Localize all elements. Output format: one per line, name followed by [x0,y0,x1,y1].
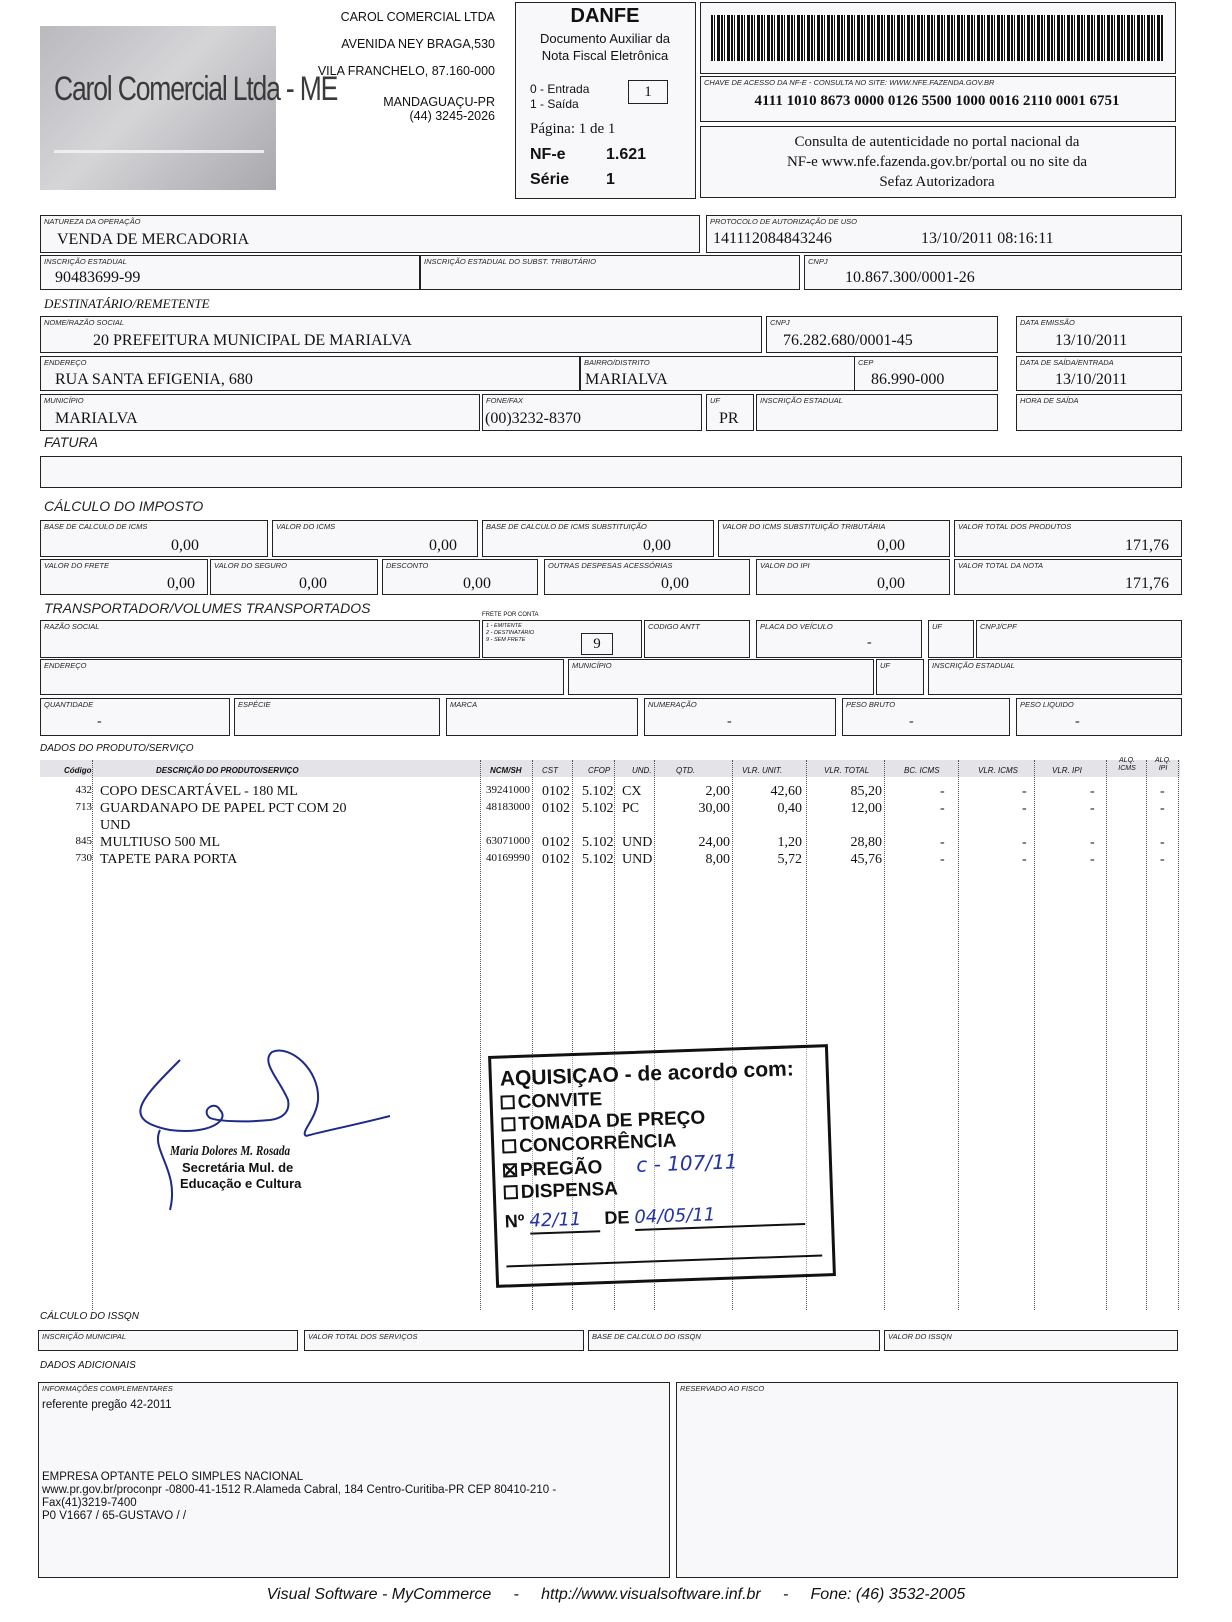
aquisicao-stamp [488,1044,836,1288]
transp-ie-box [928,659,1182,695]
valor-icms-label: VALOR DO ICMS [276,522,336,531]
data-emissao-value: 13/10/2011 [1055,332,1128,349]
base-st-label: BASE DE CALCULO DE ICMS SUBSTITUIÇÃO [486,522,647,531]
info-block [42,1471,556,1523]
cell-vlr-unit: 42,60 [770,784,802,799]
cell-descricao: COPO DESCARTÁVEL - 180 ML [100,784,298,799]
cell-vlr-total: 85,20 [850,784,882,799]
dest-nome-label: NOME/RAZÃO SOCIAL [44,318,125,327]
frete-label: VALOR DO FRETE [44,561,110,570]
consulta-box [700,126,1176,198]
nfe-number: 1.621 [606,146,647,163]
info-line5: P0 V1667 / 65-GUSTAVO / / [42,1510,187,1522]
dest-municipio-box [40,394,480,431]
cell-vlr-ipi: - [1090,835,1095,850]
dest-nome-value: 20 PREFEITURA MUNICIPAL DE MARIALVA [93,332,412,349]
cell-vlr-icms: - [1022,801,1027,816]
cell-und: CX [622,784,642,799]
dest-fone-value: (00)3232-8370 [485,410,581,427]
signature-scribble-icon [120,1040,420,1220]
danfe-box [515,2,696,199]
table-row [0,801,1232,818]
issqn-section: CÁLCULO DO ISSQN [40,1311,139,1322]
cell-ncm: 40169990 [486,852,530,864]
cell-cfop: 5.102 [582,835,614,850]
cell-cst: 0102 [542,801,570,816]
dest-bairro-label: BAIRRO/DISTRITO [584,358,650,367]
dest-cep-value: 86.990-000 [871,371,945,388]
dest-endereco-box [40,356,580,391]
cell-ncm: 63071000 [486,835,530,847]
signature-role2: Educação e Cultura [180,1176,302,1191]
dest-cnpj-label: CNPJ [770,318,790,327]
cell-vlr-icms: - [1022,784,1027,799]
table-row [0,852,1232,869]
natureza-label: NATUREZA DA OPERAÇÃO [44,217,141,226]
cell-vlr-total: 45,76 [850,852,882,867]
transp-uf2-box [876,659,924,695]
data-emissao-label: DATA EMISSÃO [1020,318,1075,327]
protocolo-label: PROTOCOLO DE AUTORIZAÇÃO DE USO [710,217,857,226]
valor-icms-value: 0,00 [429,537,457,554]
desconto-box [382,559,538,595]
total-nota-label: VALOR TOTAL DA NOTA [958,561,1044,570]
desconto-label: DESCONTO [386,561,429,570]
frete-conta-box [482,620,642,658]
transp-endereco-box [40,659,564,695]
transp-uf-label: UF [932,622,942,631]
consulta-line1: Consulta de autenticidade no portal nacional da [794,134,1080,150]
antt-box [644,620,750,658]
hdr-ncm: NCM/SH [490,766,522,775]
info-complementar-box [38,1382,670,1578]
consulta-text [701,132,1173,192]
dest-ie-label: INSCRIÇÃO ESTADUAL [760,396,843,405]
marca-label: MARCA [450,700,478,709]
barcode-box [700,2,1176,74]
total-produtos-label: VALOR TOTAL DOS PRODUTOS [958,522,1072,531]
peso-liquido-box [1016,698,1182,736]
stamp-signature-line [506,1254,822,1267]
natureza-value: VENDA DE MERCADORIA [57,231,249,248]
chave-value: 4111 1010 8673 0000 0126 5500 1000 0016 2110 0001 6751 [754,93,1120,109]
stamp-numero-prefix: Nº [504,1210,525,1232]
cell-alq-ipi: - [1160,852,1165,867]
peso-liquido-label: PESO LIQUIDO [1020,700,1074,709]
desconto-value: 0,00 [463,575,491,592]
cell-cst: 0102 [542,835,570,850]
dest-cnpj-value: 76.282.680/0001-45 [783,332,913,349]
emitente-info [300,4,495,85]
adicionais-section: DADOS ADICIONAIS [40,1360,136,1371]
transp-razao-box [40,620,480,658]
frete-value: 0,00 [167,575,195,592]
numeracao-box [644,698,836,736]
hora-saida-label: HORA DE SAÍDA [1020,396,1079,405]
transp-ie-label: INSCRIÇÃO ESTADUAL [932,661,1015,670]
fisco-box [676,1382,1178,1578]
info-complementar-label: INFORMAÇÕES COMPLEMENTARES [42,1384,173,1393]
hdr-und: UND. [632,766,652,775]
cell-cfop: 5.102 [582,852,614,867]
cell-alq-ipi: - [1160,835,1165,850]
frete-opt1: 1 - EMITENTE [486,623,522,629]
cell-ncm: 39241000 [486,784,530,796]
cell-qtd: 2,00 [705,784,730,799]
ie-st-box [420,255,800,290]
danfe-tipo-box: 1 [628,80,668,104]
transporte-section: TRANSPORTADOR/VOLUMES TRANSPORTADOS [44,600,371,616]
dest-bairro-box [580,356,856,391]
cell-cfop: 5.102 [582,801,614,816]
quantidade-label: QUANTIDADE [44,700,94,709]
fatura-box [40,456,1182,488]
hdr-cst: CST [542,766,558,775]
emitente-phone: (44) 3245-2026 [409,109,495,123]
cell-cfop: 5.102 [582,784,614,799]
protocolo-value: 141112084843246 [713,230,832,247]
hdr-descricao: DESCRIÇÃO DO PRODUTO/SERVIÇO [156,766,299,775]
table-row-continuation: UND [100,818,131,833]
dest-cnpj-box [766,316,998,353]
valor-st-box [718,520,950,557]
seguro-box [210,559,378,595]
issqn-valor-box [884,1330,1178,1351]
total-nota-value: 171,76 [1125,575,1169,592]
footer-text: Visual Software - MyCommerce - http://www.visualsoftware.inf.br - Fone: (46) 3532-2005 [266,1586,966,1603]
chave-box [700,76,1176,122]
dest-nome-box [40,316,762,353]
table-row [0,835,1232,852]
serie-label: Série [530,171,570,188]
cell-bc-icms: - [940,835,945,850]
protocolo-datetime: 13/10/2011 08:16:11 [921,230,1054,247]
hdr-bc-icms: BC. ICMS [904,766,940,775]
table-row [0,784,1232,801]
chave-label: CHAVE DE ACESSO DA NF-E - CONSULTA NO SITE: WWW.NFE.FAZENDA.GOV.BR [704,78,995,87]
seguro-value: 0,00 [299,575,327,592]
data-saida-value: 13/10/2011 [1055,371,1128,388]
hdr-alq-icms: ALQ. ICMS [1118,757,1136,772]
signature [120,1040,420,1220]
stamp-opt5-text: DISPENSA [520,1178,619,1203]
ie-value: 90483699-99 [55,269,141,286]
stamp-opt3-text: CONCORRÊNCIA [518,1130,677,1157]
checkbox-icon [502,1139,516,1153]
dest-uf-value: PR [719,410,739,427]
stamp-pregao-handwritten: c - 107/11 [635,1149,738,1177]
quantidade-box [40,698,230,736]
total-nota-box [954,559,1182,595]
valor-icms-box [272,520,478,557]
valor-st-label: VALOR DO ICMS SUBSTITUIÇÃO TRIBUTÁRIA [722,522,886,531]
emitente-logo [40,26,338,190]
signature-name: Maria Dolores M. Rosada [170,1144,291,1159]
data-saida-label: DATA DE SAÍDA/ENTRADA [1020,358,1114,367]
stamp-opt1-text: CONVITE [517,1089,603,1113]
cell-alq-ipi: - [1160,801,1165,816]
danfe-pagina: Página: 1 de 1 [530,121,616,137]
stamp-numero-line [504,1199,831,1235]
ipi-label: VALOR DO IPI [760,561,810,570]
danfe-subtitle1: Documento Auxiliar da [539,31,671,46]
cell-und: UND [622,852,653,867]
dest-municipio-value: MARIALVA [55,410,138,427]
transp-uf2-label: UF [880,661,890,670]
transp-municipio-label: MUNICÍPIO [572,661,612,670]
cell-vlr-total: 12,00 [850,801,882,816]
ipi-box [756,559,950,595]
outras-value: 0,00 [661,575,689,592]
cell-vlr-ipi: - [1090,801,1095,816]
natureza-box [40,215,700,253]
cell-vlr-icms: - [1022,852,1027,867]
cell-vlr-ipi: - [1090,784,1095,799]
danfe-saida: 1 - Saída [530,97,579,111]
dest-bairro-value: MARIALVA [585,371,668,388]
signature-role1: Secretária Mul. de [182,1160,294,1175]
data-saida-box [1016,356,1182,391]
danfe-subtitle2: Nota Fiscal Eletrônica [541,48,669,63]
base-st-value: 0,00 [643,537,671,554]
placa-value: - [867,635,872,650]
antt-label: CODIGO ANTT [648,622,700,631]
dest-uf-label: UF [710,396,720,405]
issqn-im-box [38,1330,298,1351]
emitente-name: CAROL COMERCIAL LTDA [340,10,495,24]
cell-vlr-icms: - [1022,835,1027,850]
checkbox-icon [501,1117,515,1131]
peso-bruto-box [842,698,1010,736]
base-icms-label: BASE DE CALCULO DE ICMS [44,522,148,531]
hdr-vlr-icms: VLR. ICMS [978,766,1019,775]
cell-codigo: 730 [75,852,92,864]
placa-label: PLACA DO VEÍCULO [760,622,833,631]
info-line4: Fax(41)3219-7400 [42,1497,137,1509]
hdr-vlr-ipi: VLR. IPI [1052,766,1082,775]
info-line2: EMPRESA OPTANTE PELO SIMPLES NACIONAL [42,1471,304,1483]
serie-number: 1 [606,171,615,188]
dest-uf-box [706,394,754,431]
peso-bruto-label: PESO BRUTO [846,700,896,709]
consulta-line3: Sefaz Autorizadora [879,174,995,190]
cell-codigo: 845 [75,835,92,847]
issqn-base-box [588,1330,880,1351]
transp-cnpj-label: CNPJ/CPF [980,622,1017,631]
cell-bc-icms: - [940,801,945,816]
total-produtos-value: 171,76 [1125,537,1169,554]
cell-bc-icms: - [940,784,945,799]
dest-cep-box [854,356,998,391]
hdr-cfop: CFOP [588,766,611,775]
cell-und: UND [622,835,653,850]
base-st-box [482,520,714,557]
outras-label: OUTRAS DESPESAS ACESSÓRIAS [548,561,673,570]
danfe-title: DANFE [570,5,640,27]
ie-label: INSCRIÇÃO ESTADUAL [44,257,127,266]
transp-endereco-label: ENDEREÇO [44,661,87,670]
marca-box [446,698,638,736]
stamp-opt4-text: PREGÃO [519,1157,603,1181]
hdr-vlr-unit: VLR. UNIT. [742,766,783,775]
transp-municipio-box [568,659,874,695]
cell-descricao: GUARDANAPO DE PAPEL PCT COM 20 [100,801,347,816]
hdr-vlr-total: VLR. TOTAL [824,766,870,775]
hdr-qtd: QTD. [676,766,696,775]
issqn-valor-label: VALOR DO ISSQN [888,1332,952,1341]
cell-descricao: MULTIUSO 500 ML [100,835,221,850]
checked-checkbox-icon [503,1163,517,1177]
dest-fone-label: FONE/FAX [486,396,523,405]
cell-codigo: 432 [75,784,92,796]
total-produtos-box [954,520,1182,557]
dest-endereco-label: ENDEREÇO [44,358,87,367]
seguro-label: VALOR DO SEGURO [214,561,287,570]
cell-vlr-unit: 5,72 [777,852,802,867]
dest-ie-box [756,394,998,431]
dest-cep-label: CEP [858,358,874,367]
peso-liquido-value: - [1075,714,1080,729]
ie-box [40,255,420,290]
cnpj-box [804,255,1182,290]
cell-vlr-total: 28,80 [850,835,882,850]
hdr-alq-ipi: ALQ. IPI [1155,757,1171,772]
peso-bruto-value: - [909,714,914,729]
dest-fone-box [482,394,702,431]
placa-box [756,620,922,658]
info-line3: www.pr.gov.br/proconpr -0800-41-1512 R.Alameda Cabral, 184 Centro-Curitiba-PR CEP 80410-210 - [42,1484,557,1496]
dest-municipio-label: MUNICÍPIO [44,396,84,405]
frete-opt2: 2 - DESTINATÁRIO [486,630,535,636]
fatura-section: FATURA [44,434,98,450]
valor-st-value: 0,00 [877,537,905,554]
hdr-codigo: Código [64,766,92,775]
cell-bc-icms: - [940,852,945,867]
cell-und: PC [622,801,640,816]
checkbox-icon [500,1095,514,1109]
consulta-line2: NF-e www.nfe.fazenda.gov.br/portal ou no site da [786,154,1088,170]
cnpj-value: 10.867.300/0001-26 [845,269,975,286]
especie-label: ESPÉCIE [238,700,271,709]
hora-saida-box [1016,394,1182,431]
emitente-address: AVENIDA NEY BRAGA,530 [341,37,495,51]
stamp-numero-value: 42/11 [529,1208,600,1234]
cnpj-label: CNPJ [808,257,828,266]
frete-value-box: 9 [581,633,613,655]
stamp-data-value: 04/05/11 [634,1201,805,1231]
cell-alq-ipi: - [1160,784,1165,799]
data-emissao-box [1016,316,1182,353]
protocolo-box [706,215,1182,253]
quantidade-value: - [97,714,102,729]
base-icms-box [40,520,268,557]
issqn-base-label: BASE DE CALCULO DO ISSQN [592,1332,701,1341]
issqn-total-box [304,1330,584,1351]
ipi-value: 0,00 [877,575,905,592]
cell-cst: 0102 [542,784,570,799]
danfe-entrada: 0 - Entrada [530,82,590,96]
cell-qtd: 30,00 [698,801,730,816]
produtos-section: DADOS DO PRODUTO/SERVIÇO [40,743,194,754]
logo-text: Carol Comercial Ltda - ME [54,70,338,108]
stamp-title: AQUISIÇAO - de acordo com: [499,1057,795,1091]
issqn-im-label: INSCRIÇÃO MUNICIPAL [42,1332,127,1341]
cell-vlr-ipi: - [1090,852,1095,867]
emitente-city: MANDAGUAÇU-PR [383,95,495,109]
cell-qtd: 8,00 [705,852,730,867]
outras-box [544,559,750,595]
barcode [711,15,1163,61]
transp-razao-label: RAZÃO SOCIAL [44,622,100,631]
cell-vlr-unit: 1,20 [777,835,802,850]
cell-qtd: 24,00 [698,835,730,850]
cell-codigo: 713 [75,801,92,813]
ie-st-label: INSCRIÇÃO ESTADUAL DO SUBST. TRIBUTÁRIO [424,257,596,266]
dest-endereco-value: RUA SANTA EFIGENIA, 680 [55,371,253,388]
nfe-label: NF-e [530,146,566,163]
numeracao-label: NUMERAÇÃO [648,700,697,709]
frete-conta-label: FRETE POR CONTA [482,612,539,618]
imposto-section: CÁLCULO DO IMPOSTO [44,498,204,514]
frete-box [40,559,208,595]
cell-vlr-unit: 0,40 [777,801,802,816]
fisco-label: RESERVADO AO FISCO [680,1384,765,1393]
stamp-opt2-text: TOMADA DE PREÇO [518,1107,706,1135]
base-icms-value: 0,00 [171,537,199,554]
numeracao-value: - [727,714,732,729]
cell-ncm: 48183000 [486,801,530,813]
especie-box [234,698,440,736]
transp-uf-box [928,620,974,658]
emitente-city-block [300,95,495,123]
stamp-de: DE [604,1207,630,1229]
issqn-total-label: VALOR TOTAL DOS SERVIÇOS [308,1332,418,1341]
frete-opt3: 9 - SEM FRETE [486,637,526,643]
logo-underline [54,150,264,153]
cell-descricao: TAPETE PARA PORTA [100,852,238,867]
transp-cnpj-box [976,620,1182,658]
emitente-district: VILA FRANCHELO, 87.160-000 [317,64,495,78]
cell-cst: 0102 [542,852,570,867]
checkbox-icon [504,1185,518,1199]
info-line1: referente pregão 42-2011 [42,1399,172,1411]
destinatario-section: DESTINATÁRIO/REMETENTE [44,296,210,311]
